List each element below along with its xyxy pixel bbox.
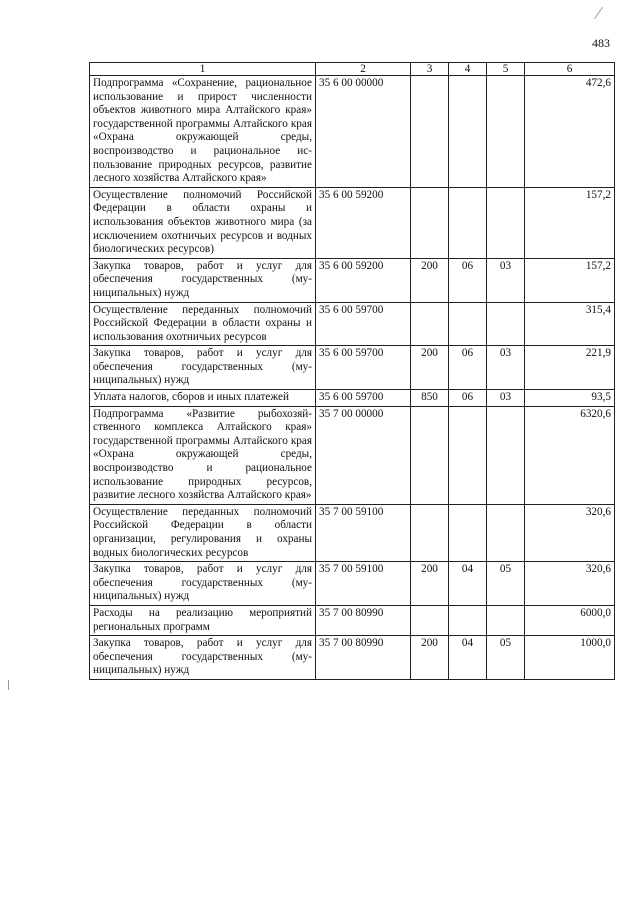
- expense-type-cell: [411, 302, 449, 346]
- row-name-cell: Закупка товаров, работ и услуг для обеспечения государственных (муниципальных) нужд: [90, 346, 316, 390]
- table-row: [90, 76, 615, 188]
- expense-type-cell: 200: [411, 562, 449, 606]
- section-cell: [449, 406, 487, 504]
- section-cell: 06: [449, 258, 487, 302]
- budget-table: [89, 62, 615, 680]
- section-cell: 06: [449, 346, 487, 390]
- row-name-cell: Осуществление переданных полномочий Российской Федерации в области организации, регулирования и охраны водных биологических ресурсов: [90, 504, 316, 561]
- amount-cell: 1000,0: [525, 636, 615, 680]
- budget-code-cell: 35 6 00 59200: [316, 258, 411, 302]
- subsection-cell: [487, 302, 525, 346]
- amount-cell: 6000,0: [525, 605, 615, 635]
- subsection-cell: [487, 406, 525, 504]
- amount-cell: 320,6: [525, 562, 615, 606]
- table-row: [90, 258, 615, 302]
- header-col-5: 5: [487, 63, 525, 76]
- subsection-cell: 03: [487, 390, 525, 407]
- row-name-cell: Осуществление переданных полномочий Российской Федерации в области охраны и использования охотничьих ресурсов: [90, 302, 316, 346]
- budget-code-cell: 35 7 00 59100: [316, 504, 411, 561]
- amount-cell: 157,2: [525, 187, 615, 258]
- section-cell: [449, 302, 487, 346]
- table-row: [90, 187, 615, 258]
- row-name-cell: Подпрограмма «Развитие рыбохозяйственного комплекса Алтайского края» государственной программы Алтайского края «Охрана окружающей среды, воспроизводство и рациональное использование природных ресурсов, развитие лесного хозяйства Алтайского края»: [90, 406, 316, 504]
- amount-cell: 6320,6: [525, 406, 615, 504]
- subsection-cell: 03: [487, 258, 525, 302]
- row-name-cell: Расходы на реализацию мероприятий региональных программ: [90, 605, 316, 635]
- table-row: [90, 390, 615, 407]
- budget-code-cell: 35 6 00 00000: [316, 76, 411, 188]
- section-cell: [449, 76, 487, 188]
- expense-type-cell: 200: [411, 636, 449, 680]
- section-cell: [449, 605, 487, 635]
- row-name-cell: Подпрограмма «Сохранение, рациональное использование и прирост численности объектов животного мира Алтайского края» государственной программы Алтайского края «Охрана окружающей среды, воспроизводство и рациональное использование природных ресурсов, развитие лесного хозяйства Алтайского края»: [90, 76, 316, 188]
- row-name-cell: Закупка товаров, работ и услуг для обеспечения государственных (муниципальных) нужд: [90, 258, 316, 302]
- section-cell: 04: [449, 636, 487, 680]
- table-row: [90, 406, 615, 504]
- budget-code-cell: 35 7 00 00000: [316, 406, 411, 504]
- table-row: [90, 346, 615, 390]
- table-row: [90, 504, 615, 561]
- header-col-4: 4: [449, 63, 487, 76]
- budget-code-cell: 35 6 00 59200: [316, 187, 411, 258]
- amount-cell: 221,9: [525, 346, 615, 390]
- section-cell: [449, 504, 487, 561]
- amount-cell: 472,6: [525, 76, 615, 188]
- subsection-cell: [487, 76, 525, 188]
- subsection-cell: 03: [487, 346, 525, 390]
- subsection-cell: 05: [487, 636, 525, 680]
- amount-cell: 315,4: [525, 302, 615, 346]
- expense-type-cell: [411, 187, 449, 258]
- budget-code-cell: 35 7 00 59100: [316, 562, 411, 606]
- row-name-cell: Уплата налогов, сборов и иных платежей: [90, 390, 316, 407]
- amount-cell: 93,5: [525, 390, 615, 407]
- budget-code-cell: 35 7 00 80990: [316, 636, 411, 680]
- section-cell: 04: [449, 562, 487, 606]
- scan-mark: [594, 7, 603, 19]
- table-row: [90, 562, 615, 606]
- amount-cell: 157,2: [525, 258, 615, 302]
- table-row: [90, 302, 615, 346]
- expense-type-cell: [411, 406, 449, 504]
- header-col-1: 1: [90, 63, 316, 76]
- expense-type-cell: 850: [411, 390, 449, 407]
- expense-type-cell: [411, 605, 449, 635]
- section-cell: 06: [449, 390, 487, 407]
- subsection-cell: 05: [487, 562, 525, 606]
- scan-mark: [8, 680, 9, 690]
- header-row: [90, 63, 615, 76]
- budget-code-cell: 35 6 00 59700: [316, 346, 411, 390]
- header-col-3: 3: [411, 63, 449, 76]
- row-name-cell: Закупка товаров, работ и услуг для обеспечения государственных (муниципальных) нужд: [90, 562, 316, 606]
- table-row: [90, 636, 615, 680]
- expense-type-cell: [411, 76, 449, 188]
- subsection-cell: [487, 504, 525, 561]
- table-row: [90, 605, 615, 635]
- budget-code-cell: 35 6 00 59700: [316, 390, 411, 407]
- budget-code-cell: 35 6 00 59700: [316, 302, 411, 346]
- subsection-cell: [487, 187, 525, 258]
- header-col-6: 6: [525, 63, 615, 76]
- amount-cell: 320,6: [525, 504, 615, 561]
- row-name-cell: Осуществление полномочий Российской Федерации в области охраны и использования объектов животного мира (за исключением охотничьих ресурсов и водных биологических ресурсов): [90, 187, 316, 258]
- row-name-cell: Закупка товаров, работ и услуг для обеспечения государственных (муниципальных) нужд: [90, 636, 316, 680]
- expense-type-cell: 200: [411, 258, 449, 302]
- subsection-cell: [487, 605, 525, 635]
- header-col-2: 2: [316, 63, 411, 76]
- section-cell: [449, 187, 487, 258]
- page-number: 483: [592, 36, 610, 50]
- budget-code-cell: 35 7 00 80990: [316, 605, 411, 635]
- expense-type-cell: [411, 504, 449, 561]
- expense-type-cell: 200: [411, 346, 449, 390]
